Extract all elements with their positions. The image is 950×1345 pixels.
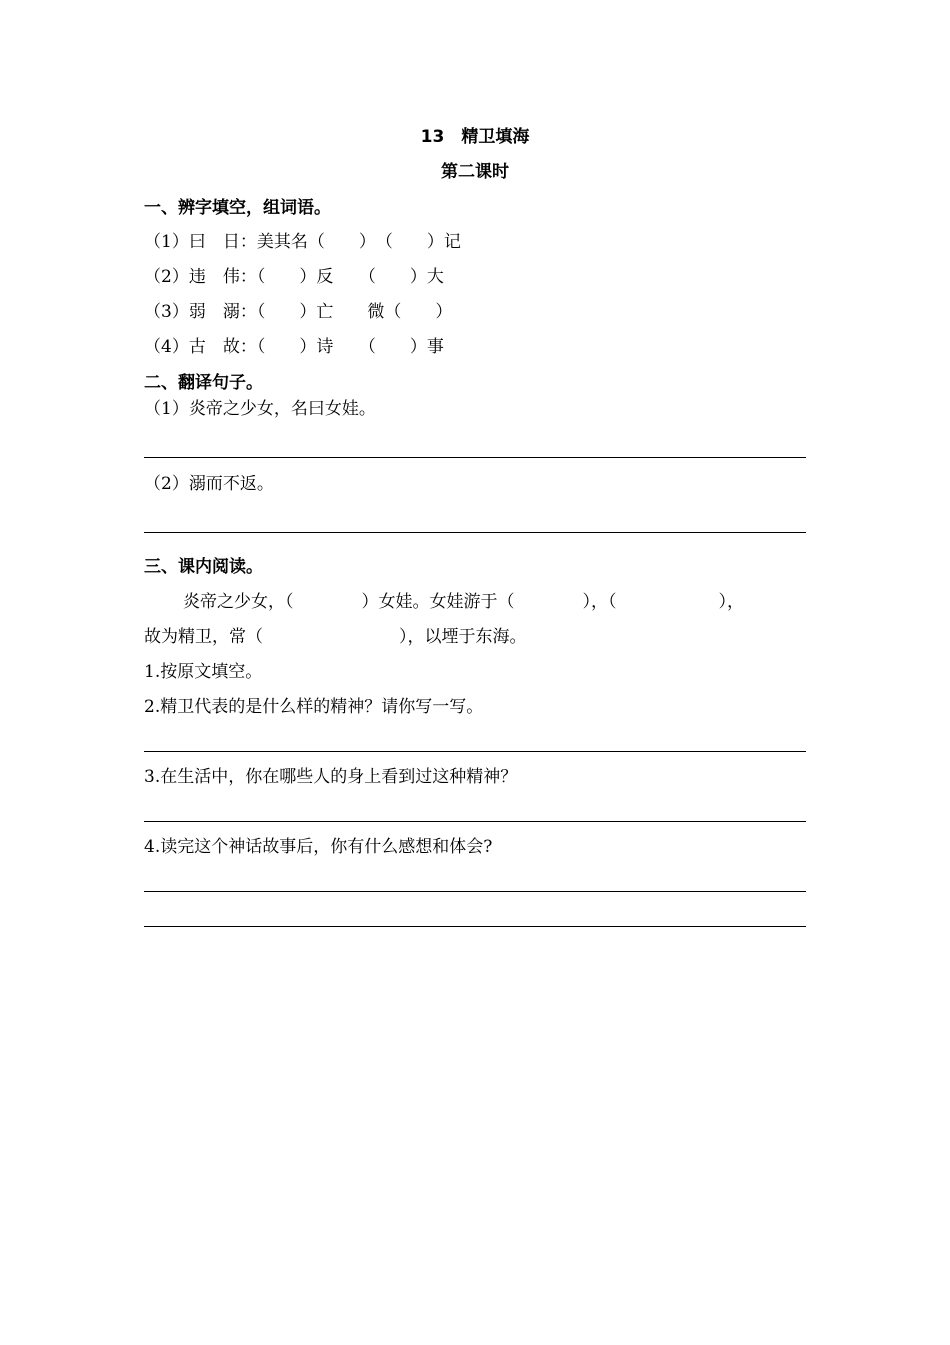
passage-line-1: 炎帝之少女，（ ）女娃。女娃游于（ ），（ ）， xyxy=(183,592,744,612)
section1-item-2: （2）违 伟：（ ）反 （ ）大 xyxy=(144,267,444,287)
question-2: 2.精卫代表的是什么样的精神？请你写一写。 xyxy=(144,697,484,717)
question-3: 3.在生活中，你在哪些人的身上看到过这种精神？ xyxy=(144,767,518,787)
section2-item-1: （1）炎帝之少女，名曰女娃。 xyxy=(144,399,376,419)
page-title: 13 精卫填海 xyxy=(420,127,530,147)
section1-item-1: （1）曰 日：美其名（ ） （ ）记 xyxy=(144,232,461,252)
question-1: 1.按原文填空。 xyxy=(144,662,263,682)
question-4: 4.读完这个神话故事后，你有什么感想和体会? xyxy=(144,837,493,857)
section1-heading: 一、辨字填空，组词语。 xyxy=(144,198,331,218)
passage-line-2: 故为精卫，常（ ），以堙于东海。 xyxy=(144,627,527,647)
section1-item-3: （3）弱 溺：（ ）亡 微（ ） xyxy=(144,302,453,322)
answer-line-4[interactable] xyxy=(144,821,806,822)
answer-line-3[interactable] xyxy=(144,751,806,752)
answer-line-1[interactable] xyxy=(144,457,806,458)
section2-item-2: （2）溺而不返。 xyxy=(144,474,274,494)
section3-heading: 三、课内阅读。 xyxy=(144,557,263,577)
answer-line-6[interactable] xyxy=(144,926,806,927)
section1-item-4: （4）古 故：（ ）诗 （ ）事 xyxy=(144,337,444,357)
answer-line-2[interactable] xyxy=(144,532,806,533)
section2-heading: 二、翻译句子。 xyxy=(144,373,263,393)
answer-line-5[interactable] xyxy=(144,891,806,892)
page-subtitle: 第二课时 xyxy=(441,162,509,182)
